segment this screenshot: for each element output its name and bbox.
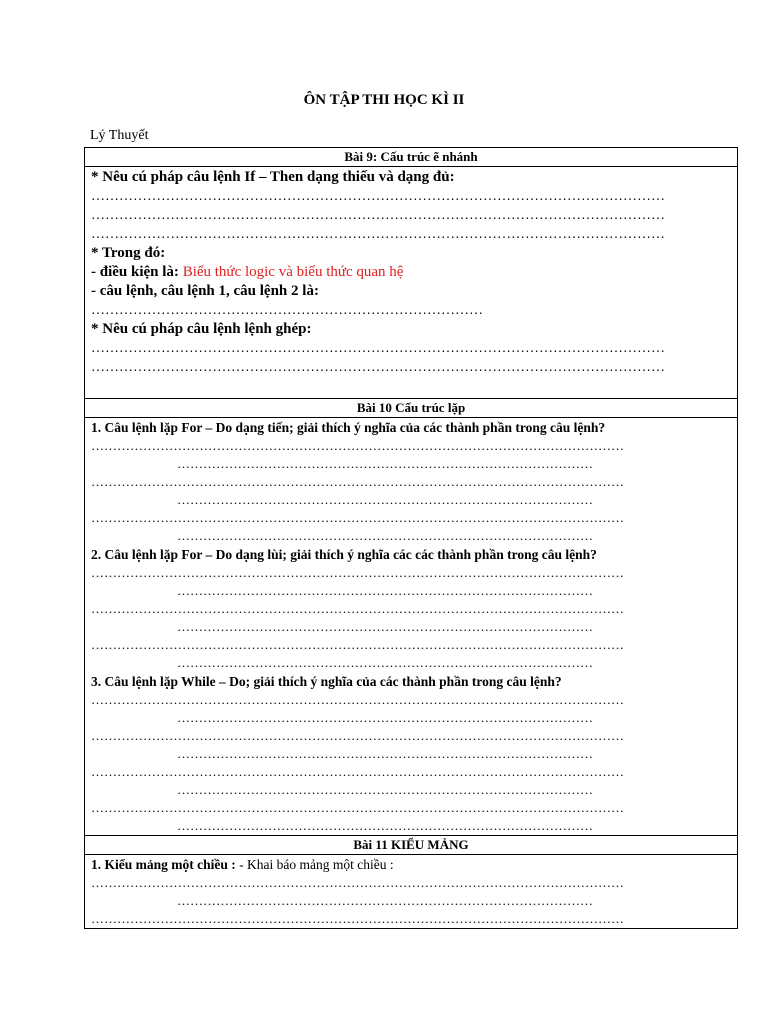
answer-dots: …………………………………………………………………………………………………………… <box>91 637 624 652</box>
bai9-question-lenh-ghep: * Nêu cú pháp câu lệnh lệnh ghép: <box>91 321 312 337</box>
answer-dots: …………………………………………………………………………………………………………… <box>91 565 624 580</box>
answer-dots: …………………………………………………………………………………… <box>177 655 593 670</box>
answer-dots: …………………………………………………………………………………… <box>177 893 593 908</box>
answer-dots: …………………………………………………………………………………………………………… <box>91 800 624 815</box>
answer-dots: …………………………………………………………………………………… <box>177 782 593 797</box>
bai11-question-detail: - Khai báo mảng một chiều : <box>239 857 394 872</box>
answer-dots: …………………………………………………………………………………… <box>177 746 593 761</box>
answer-dots: …………………………………………………………………………………………………………… <box>91 474 624 489</box>
answer-dots: …………………………………………………………………………………………………………… <box>91 189 665 204</box>
bai10-question-1: 1. Câu lệnh lặp For – Do dạng tiến; giải thích ý nghĩa của các thành phần trong câu lệnh? <box>91 420 606 435</box>
answer-dots: …………………………………………………………………………………………………………… <box>91 875 624 890</box>
answer-dots: …………………………………………………………………………………… <box>177 583 593 598</box>
answer-dots: …………………………………………………………………………………………………………… <box>91 438 624 453</box>
review-table <box>84 147 738 929</box>
page-subtitle: Lý Thuyết <box>90 128 149 143</box>
answer-dots: …………………………………………………………………………………… <box>177 456 593 471</box>
answer-dots: …………………………………………………………………………………………………………… <box>91 510 624 525</box>
answer-dots: …………………………………………………………………………………… <box>177 528 593 543</box>
answer-dots: ………………………………………………………………………… <box>91 303 483 318</box>
dieu-kien-label: - điều kiện là: <box>91 264 179 280</box>
answer-dots: …………………………………………………………………………………………………………… <box>91 601 624 616</box>
bai11-section <box>85 855 738 929</box>
answer-dots: …………………………………………………………………………………………………………… <box>91 341 665 356</box>
bai9-cau-lenh: - câu lệnh, câu lệnh 1, câu lệnh 2 là: <box>91 283 319 299</box>
answer-dots: …………………………………………………………………………………………………………… <box>91 208 665 223</box>
bai10-header: Bài 10 Cấu trúc lặp <box>85 399 738 418</box>
bai9-question-if-then: * Nêu cú pháp câu lệnh If – Then dạng thiếu và dạng đủ: <box>91 169 455 185</box>
answer-dots: …………………………………………………………………………………………………………… <box>91 692 624 707</box>
bai9-dieu-kien <box>91 263 731 282</box>
answer-dots: …………………………………………………………………………………………………………… <box>91 227 665 242</box>
page-title: ÔN TẬP THI HỌC KÌ II <box>303 92 465 108</box>
answer-dots: …………………………………………………………………………………………………………… <box>91 728 624 743</box>
bai9-trong-do: * Trong đó: <box>91 245 166 261</box>
answer-dots: …………………………………………………………………………………………………………… <box>91 360 665 375</box>
bai10-question-2: 2. Câu lệnh lặp For – Do dạng lùi; giải thích ý nghĩa các các thành phần trong câu lệnh? <box>91 547 597 562</box>
bai11-question-label: 1. Kiểu mảng một chiều : <box>91 857 240 872</box>
bai9-section <box>85 167 738 399</box>
answer-dots: …………………………………………………………………………………… <box>177 619 593 634</box>
answer-dots: …………………………………………………………………………………… <box>177 710 593 725</box>
dieu-kien-answer: Biểu thức logic và biểu thức quan hệ <box>182 264 404 280</box>
answer-dots: …………………………………………………………………………………… <box>177 492 593 507</box>
bai10-section <box>85 418 738 836</box>
answer-dots: …………………………………………………………………………………………………………… <box>91 911 624 926</box>
bai9-header: Bài 9: Cấu trúc ẽ nhánh <box>85 148 738 167</box>
bai10-question-3: 3. Câu lệnh lặp While – Do; giải thích ý nghĩa của các thành phần trong câu lệnh? <box>91 674 562 689</box>
bai11-question-1 <box>91 855 731 874</box>
bai11-header: Bài 11 KIỂU MẢNG <box>85 836 738 855</box>
answer-dots: …………………………………………………………………………………… <box>177 818 593 833</box>
answer-dots: …………………………………………………………………………………………………………… <box>91 764 624 779</box>
